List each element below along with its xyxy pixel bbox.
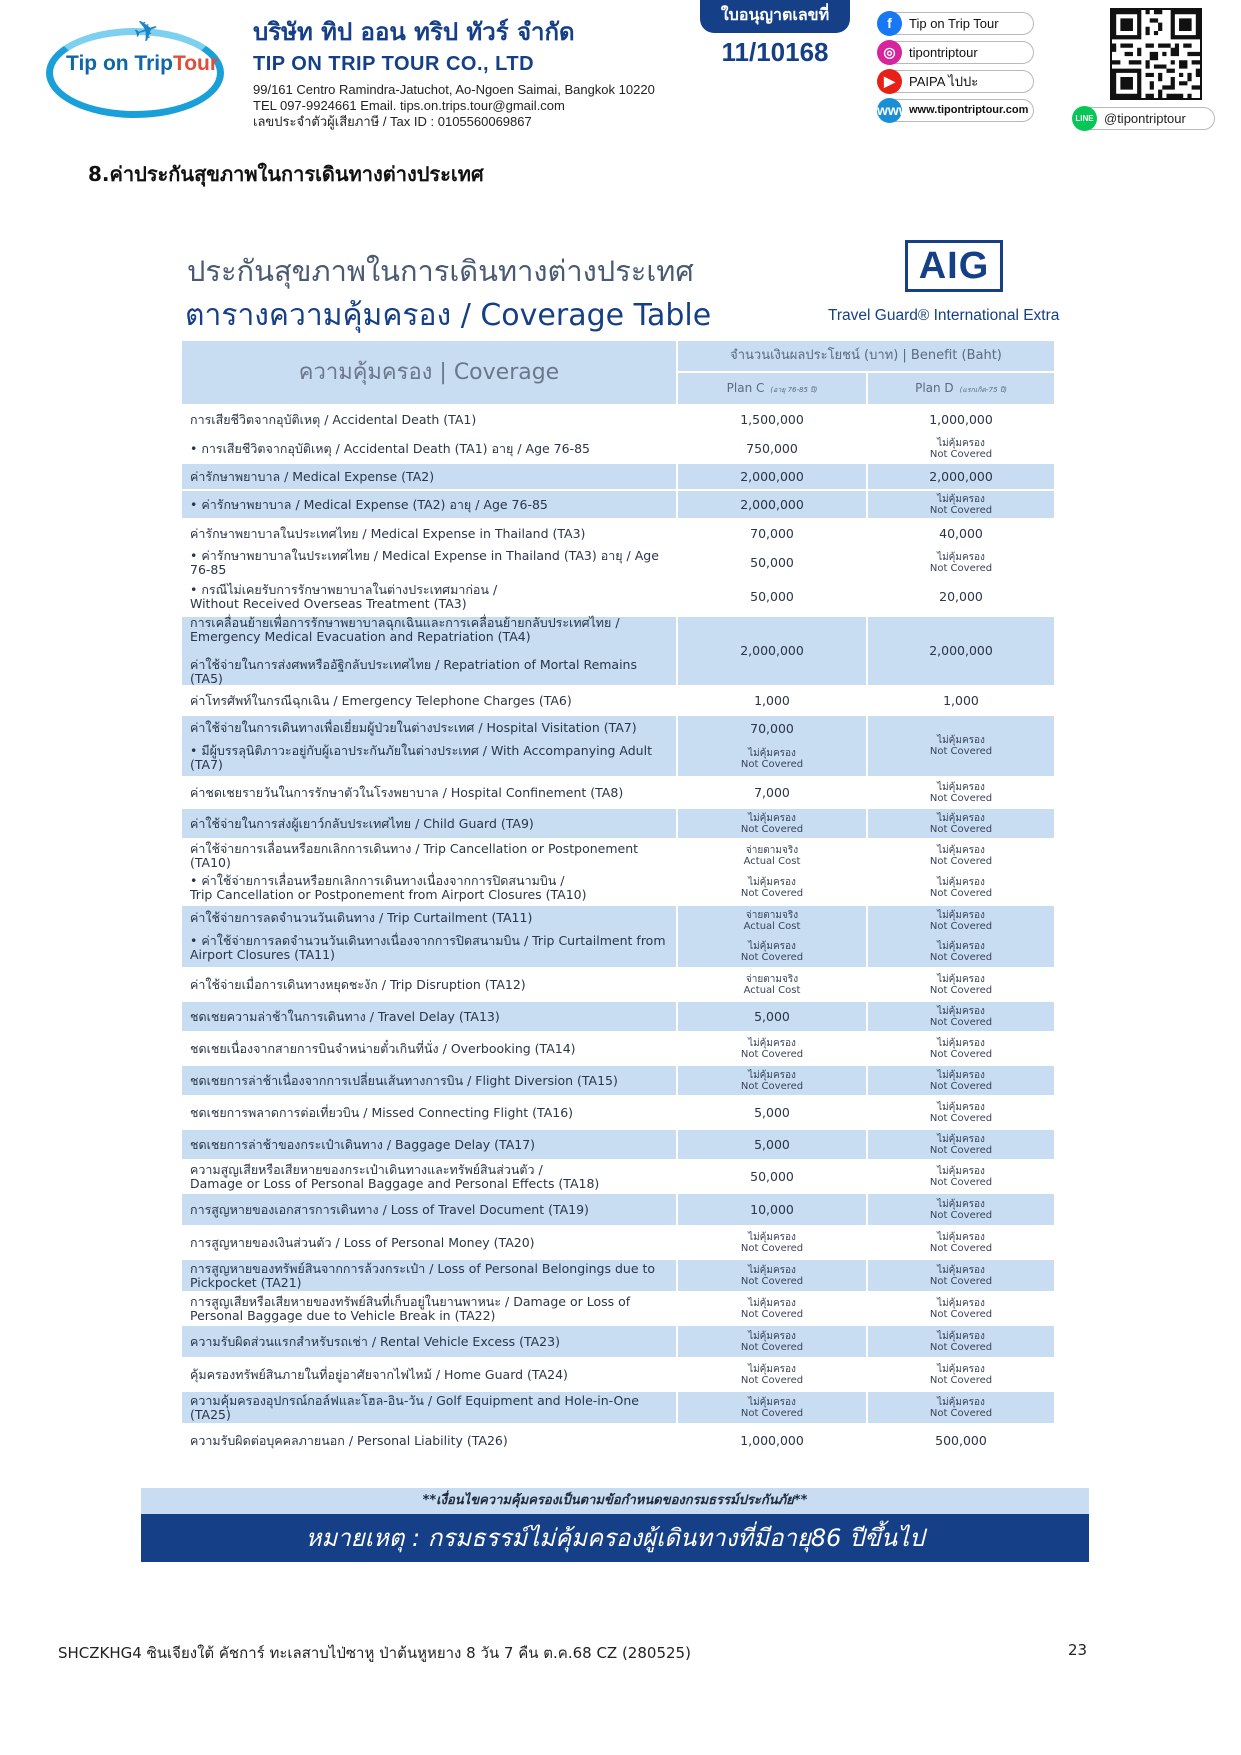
plan-d-cell: ไม่คุ้มครอง Not Covered <box>929 1297 993 1320</box>
plan-c-cell: 7,000 <box>754 784 790 800</box>
table-row <box>182 716 1054 776</box>
coverage-cell: คุ้มครองทรัพย์สินภายในที่อยู่อาศัยจากไฟไหม้ / Home Guard (TA24) <box>190 1366 568 1382</box>
airplane-icon: ✈ <box>129 10 164 53</box>
plan-d-cell: ไม่คุ้มครอง Not Covered <box>868 716 1054 776</box>
plan-d-cell: ไม่คุ้มครอง Not Covered <box>929 973 993 996</box>
table-row <box>182 549 1054 576</box>
program-code: SHCZKHG4 ซินเจียงใต้ คัชการ์ ทะเลสาบไป่ซาหู ป่าต้นหูหยาง 8 วัน 7 คืน ต.ค.68 CZ (280525) <box>58 1644 691 1662</box>
plan-c-cell: ไม่คุ้มครอง Not Covered <box>678 1066 866 1095</box>
coverage-cell: ความรับผิดต่อบุคคลภายนอก / Personal Liability (TA26) <box>190 1432 508 1448</box>
coverage-cell: • ค่ารักษาพยาบาลในประเทศไทย / Medical Expense in Thailand (TA3) อายุ / Age 76-85 <box>190 547 659 577</box>
table-row <box>182 1425 1054 1456</box>
facebook-handle: Tip on Trip Tour <box>909 16 999 31</box>
coverage-cell: ชดเชยความล่าช้าในการเดินทาง / Travel Delay (TA13) <box>182 1002 676 1031</box>
youtube-icon: ▶ <box>877 69 902 94</box>
plan-c-cell: 5,000 <box>678 1130 866 1159</box>
table-row <box>182 1293 1054 1324</box>
coverage-cell: • ค่ารักษาพยาบาล / Medical Expense (TA2) อายุ / Age 76-85 <box>182 491 676 518</box>
col-header-benefit: จำนวนเงินผลประโยชน์ (บาท) | Benefit (Baht) <box>678 341 1054 371</box>
plan-c-cell: จ่ายตามจริง Actual Cost <box>743 973 801 996</box>
company-logo <box>42 10 232 125</box>
logo-text: Tip on TripTour <box>66 52 219 75</box>
globe-icon: www <box>877 98 902 123</box>
table-row <box>182 435 1054 462</box>
table-row <box>182 1130 1054 1159</box>
plan-d-cell: 1,000 <box>943 692 979 708</box>
table-row <box>182 1194 1054 1225</box>
company-address: 99/161 Centro Ramindra-Jatuchot, Ao-Ngoen Saimai, Bangkok 10220 <box>253 82 655 97</box>
plan-d-cell: ไม่คุ้มครอง Not Covered <box>929 437 993 460</box>
instagram-handle: tipontriptour <box>909 45 978 60</box>
plan-d-cell: ไม่คุ้มครอง Not Covered <box>868 1326 1054 1357</box>
plan-c-cell: ไม่คุ้มครอง Not Covered <box>678 1326 866 1357</box>
plan-c-cell: ไม่คุ้มครอง Not Covered <box>678 1392 866 1423</box>
coverage-cell: ค่าใช้จ่ายการเลื่อนหรือยกเลิกการเดินทาง / Trip Cancellation or Postponement (TA10) • ค่าใช้จ่ายการเลื่อนหรือยกเลิกการเดินทางเนื่องจากการปิดสนามบิน / Trip Cancellation or Postponement from Airport Closures (TA10) <box>190 841 639 902</box>
coverage-cell: ค่ารักษาพยาบาลในประเทศไทย / Medical Expense in Thailand (TA3) <box>190 525 586 541</box>
plan-d-cell: ไม่คุ้มครอง Not Covered <box>868 1392 1054 1423</box>
table-row <box>182 617 1054 685</box>
table-row <box>182 491 1054 518</box>
qr-code[interactable] <box>1110 8 1202 100</box>
coverage-cell: ความสูญเสียหรือเสียหายของกระเป๋าเดินทางและทรัพย์สินส่วนตัว / Damage or Loss of Personal Baggage and Personal Effects (TA18) <box>190 1161 600 1191</box>
coverage-cell: ค่าใช้จ่ายการลดจำนวนวันเดินทาง / Trip Curtailment (TA11) • ค่าใช้จ่ายการลดจำนวนวันเดินทางเนื่องจากการปิดสนามบิน / Trip Curtailment from Airport Closures (TA11) <box>182 906 676 967</box>
coverage-cell: ชดเชยเนื่องจากสายการบินจำหน่ายตั๋วเกินที่นั่ง / Overbooking (TA14) <box>190 1040 576 1056</box>
card-title-th: ประกันสุขภาพในการเดินทางต่างประเทศ <box>187 254 694 288</box>
table-body <box>182 406 1054 1456</box>
plan-d-cell: ไม่คุ้มครอง Not Covered <box>929 1363 993 1386</box>
social-links <box>878 12 1034 128</box>
section-title: 8.ค่าประกันสุขภาพในการเดินทางต่างประเทศ <box>88 162 484 186</box>
card-title-en: ตารางความคุ้มครอง / Coverage Table <box>185 298 712 333</box>
youtube-link[interactable] <box>878 70 1034 93</box>
col-header-coverage: ความคุ้มครอง | Coverage <box>182 341 676 404</box>
table-row <box>182 809 1054 838</box>
plan-d-cell: ไม่คุ้มครอง Not Covered <box>929 1231 993 1254</box>
page-number: 23 <box>1068 1641 1088 1659</box>
qr-code-pattern <box>1112 10 1200 98</box>
col-header-plan-c: Plan C (อายุ 76-85 ปี) <box>678 373 866 404</box>
plan-c-cell: ไม่คุ้มครอง Not Covered <box>678 1260 866 1291</box>
coverage-cell: • กรณีไม่เคยรับการรักษาพยาบาลในต่างประเทศมาก่อน / Without Received Overseas Treatment (TA3) <box>190 581 498 611</box>
youtube-handle: PAIPA ไปปะ <box>909 74 979 89</box>
plan-c-cell: 2,000,000 <box>678 617 866 685</box>
plan-c-cell: 750,000 <box>746 440 798 456</box>
table-header <box>182 341 1054 404</box>
plan-c-cell: ไม่คุ้มครอง Not Covered <box>740 1037 804 1060</box>
plan-c-cell: จ่ายตามจริง Actual Cost ไม่คุ้มครอง Not Covered <box>740 845 804 899</box>
instagram-link[interactable] <box>878 41 1034 64</box>
line-link[interactable] <box>1073 107 1215 130</box>
table-row <box>182 906 1054 967</box>
table-row <box>182 406 1054 433</box>
coverage-cell: การสูญหายของเงินส่วนตัว / Loss of Personal Money (TA20) <box>190 1234 535 1250</box>
plan-d-cell: 2,000,000 <box>868 464 1054 489</box>
company-contact: TEL 097-9924661 Email. tips.on.trips.tour@gmail.com <box>253 98 565 113</box>
plan-d-cell: ไม่คุ้มครอง Not Covered <box>868 1194 1054 1225</box>
plan-c-cell: 1,000,000 <box>740 1432 804 1448</box>
plan-d-cell: ไม่คุ้มครอง Not Covered <box>929 781 993 804</box>
coverage-cell: การเสียชีวิตจากอุบัติเหตุ / Accidental Death (TA1) <box>190 411 477 427</box>
license-number: 11/10168 <box>721 37 829 67</box>
table-row <box>182 1392 1054 1423</box>
plan-c-cell: 1,000 <box>754 692 790 708</box>
letterhead <box>0 0 1241 140</box>
col-header-plan-d: Plan D (แรกเกิด-75 ปี) <box>868 373 1054 404</box>
line-handle: @tipontriptour <box>1104 111 1186 126</box>
plan-d-cell: 20,000 <box>939 588 983 604</box>
plan-c-cell: ไม่คุ้มครอง Not Covered <box>740 1231 804 1254</box>
coverage-cell: ชดเชยการล่าช้าของกระเป๋าเดินทาง / Baggage Delay (TA17) <box>182 1130 676 1159</box>
plan-d-cell: ไม่คุ้มครอง Not Covered <box>868 809 1054 838</box>
plan-d-cell: ไม่คุ้มครอง Not Covered <box>868 491 1054 518</box>
plan-d-cell: ไม่คุ้มครอง Not Covered <box>929 1165 993 1188</box>
coverage-cell: ความรับผิดส่วนแรกสำหรับรถเช่า / Rental Vehicle Excess (TA23) <box>182 1326 676 1357</box>
line-icon: LINE <box>1072 106 1097 131</box>
table-row <box>182 1227 1054 1258</box>
company-info <box>253 12 655 130</box>
coverage-cell: ความคุ้มครองอุปกรณ์กอล์ฟและโฮล-อิน-วัน / Golf Equipment and Hole-in-One (TA25) <box>182 1392 676 1423</box>
table-row <box>182 1260 1054 1291</box>
table-row <box>182 778 1054 807</box>
table-row <box>182 520 1054 547</box>
company-name-th: บริษัท ทิป ออน ทริป ทัวร์ จำกัด <box>253 18 575 46</box>
coverage-cell: ค่ารักษาพยาบาล / Medical Expense (TA2) <box>182 464 676 489</box>
coverage-cell: • การเสียชีวิตจากอุบัติเหตุ / Accidental Death (TA1) อายุ / Age 76-85 <box>190 440 591 456</box>
coverage-cell: ชดเชยการล่าช้าเนื่องจากการเปลี่ยนเส้นทางการบิน / Flight Diversion (TA15) <box>182 1066 676 1095</box>
table-row <box>182 687 1054 714</box>
coverage-cell: การสูญเสียหรือเสียหายของทรัพย์สินที่เก็บอยู่ในยานพาหนะ / Damage or Loss of Personal Baggage due to Vehicle Break in (TA22) <box>190 1293 631 1323</box>
plan-d-cell: ไม่คุ้มครอง Not Covered <box>929 1037 993 1060</box>
table-row <box>182 1002 1054 1031</box>
plan-d-cell: ไม่คุ้มครอง Not Covered <box>868 1066 1054 1095</box>
table-row <box>182 578 1054 615</box>
plan-c-cell: 50,000 <box>750 1168 794 1184</box>
coverage-cell: ค่าใช้จ่ายในการเดินทางเพื่อเยี่ยมผู้ป่วยในต่างประเทศ / Hospital Visitation (TA7) • มีผู้บรรลุนิติภาวะอยู่กับผู้เอาประกันภัยในต่างประเทศ / With Accompanying Adult (TA7) <box>182 716 676 776</box>
plan-d-cell: ไม่คุ้มครอง Not Covered <box>868 1002 1054 1031</box>
table-row <box>182 1359 1054 1390</box>
plan-c-cell: 70,000 <box>750 525 794 541</box>
coverage-cell: ชดเชยการพลาดการต่อเที่ยวบิน / Missed Connecting Flight (TA16) <box>190 1104 574 1120</box>
plan-d-cell: ไม่คุ้มครอง Not Covered ไม่คุ้มครอง Not Covered <box>929 845 993 899</box>
coverage-cell: การสูญหายของทรัพย์สินจากการล้วงกระเป๋า / Loss of Personal Belongings due to Pickpocket (TA21) <box>182 1260 676 1291</box>
table-row <box>182 1033 1054 1064</box>
plan-c-cell: ไม่คุ้มครอง Not Covered <box>678 809 866 838</box>
plan-c-cell: 5,000 <box>754 1104 790 1120</box>
plan-d-cell: 1,000,000 <box>929 411 993 427</box>
table-row <box>182 969 1054 1000</box>
table-row <box>182 1161 1054 1192</box>
coverage-cell: ค่าโทรศัพท์ในกรณีฉุกเฉิน / Emergency Telephone Charges (TA6) <box>190 692 572 708</box>
table-row <box>182 1326 1054 1357</box>
table-row <box>182 464 1054 489</box>
coverage-cell: การสูญหายของเอกสารการเดินทาง / Loss of Travel Document (TA19) <box>182 1194 676 1225</box>
license-badge <box>700 0 850 68</box>
plan-c-cell: 50,000 <box>750 554 794 570</box>
plan-d-cell: ไม่คุ้มครอง Not Covered ไม่คุ้มครอง Not Covered <box>868 906 1054 967</box>
facebook-link[interactable] <box>878 12 1034 35</box>
website-link[interactable] <box>878 99 1034 122</box>
instagram-icon: ◎ <box>877 40 902 65</box>
facebook-icon: f <box>877 11 902 36</box>
age-limit-note: หมายเหตุ : กรมธรรม์ไม่คุ้มครองผู้เดินทางที่มีอายุ86 ปีขึ้นไป <box>141 1514 1089 1562</box>
plan-c-cell: 70,000 ไม่คุ้มครอง Not Covered <box>678 716 866 776</box>
plan-d-cell: ไม่คุ้มครอง Not Covered <box>929 1101 993 1124</box>
plan-d-cell: ไม่คุ้มครอง Not Covered <box>868 1260 1054 1291</box>
plan-d-cell: 2,000,000 <box>868 617 1054 685</box>
plan-c-cell: 1,500,000 <box>740 411 804 427</box>
table-row <box>182 840 1054 904</box>
table-row <box>182 1066 1054 1095</box>
plan-c-cell: ไม่คุ้มครอง Not Covered <box>740 1297 804 1320</box>
coverage-cell: ค่าใช้จ่ายเมื่อการเดินทางหยุดชะงัก / Trip Disruption (TA12) <box>190 976 526 992</box>
plan-c-cell: 5,000 <box>678 1002 866 1031</box>
plan-d-cell: 40,000 <box>939 525 983 541</box>
plan-c-cell: 2,000,000 <box>678 491 866 518</box>
website-url: www.tipontriptour.com <box>909 104 1029 116</box>
plan-d-cell: ไม่คุ้มครอง Not Covered <box>868 1130 1054 1159</box>
plan-d-cell: 500,000 <box>935 1432 987 1448</box>
policy-conditions-note: **เงื่อนไขความคุ้มครองเป็นตามข้อกำหนดของกรมธรรม์ประกันภัย** <box>141 1488 1089 1514</box>
aig-product-name: Travel Guard® International Extra <box>828 307 1060 324</box>
company-tax-id: เลขประจำตัวผู้เสียภาษี / Tax ID : 0105560069867 <box>253 114 532 129</box>
plan-c-cell: 10,000 <box>678 1194 866 1225</box>
plan-c-cell: 2,000,000 <box>678 464 866 489</box>
aig-logo: AIG <box>905 240 1003 292</box>
company-name-en: TIP ON TRIP TOUR CO., LTD <box>253 53 535 75</box>
plan-c-cell: จ่ายตามจริง Actual Cost ไม่คุ้มครอง Not Covered <box>678 906 866 967</box>
table-row <box>182 1097 1054 1128</box>
plan-c-cell: ไม่คุ้มครอง Not Covered <box>740 1363 804 1386</box>
coverage-table <box>182 341 1054 1458</box>
coverage-cell: ค่าใช้จ่ายในการส่งผู้เยาว์กลับประเทศไทย / Child Guard (TA9) <box>182 809 676 838</box>
plan-d-cell: ไม่คุ้มครอง Not Covered <box>929 551 993 574</box>
license-label: ใบอนุญาตเลขที่ <box>700 0 850 33</box>
coverage-cell: การเคลื่อนย้ายเพื่อการรักษาพยาบาลฉุกเฉินและการเคลื่อนย้ายกลับประเทศไทย / Emergency Medical Evacuation and Repatriation (TA4) ค่าใช้จ่ายในการส่งศพหรืออัฐิกลับประเทศไทย / Repatriation of Mortal Remains (TA5) <box>182 617 676 685</box>
coverage-cell: ค่าชดเชยรายวันในการรักษาตัวในโรงพยาบาล / Hospital Confinement (TA8) <box>190 784 624 800</box>
plan-c-cell: 50,000 <box>750 588 794 604</box>
